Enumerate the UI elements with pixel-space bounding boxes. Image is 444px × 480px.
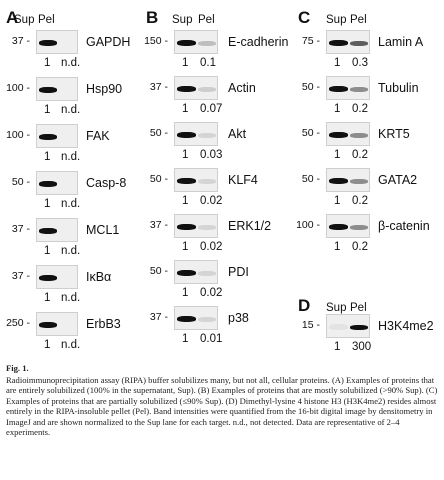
blot-image xyxy=(326,76,370,100)
quant-pel: n.d. xyxy=(61,292,81,304)
quant-pel: n.d. xyxy=(61,245,81,257)
quant-pel: n.d. xyxy=(61,104,81,116)
band-sup xyxy=(177,178,196,184)
quant-sup: 1 xyxy=(182,149,189,161)
protein-label: GAPDH xyxy=(86,35,131,49)
protein-label: H3K4me2 xyxy=(378,319,434,333)
quant-sup: 1 xyxy=(334,57,341,69)
quant-sup: 1 xyxy=(334,241,341,253)
blot-image xyxy=(36,171,78,195)
lane-header-sup: Sup xyxy=(172,14,193,26)
lane-header-pel: Pel xyxy=(350,14,367,26)
protein-label: Tubulin xyxy=(378,81,419,95)
band-sup xyxy=(39,322,57,328)
band-sup xyxy=(329,324,348,330)
band-pel xyxy=(198,317,216,322)
band-pel xyxy=(350,325,368,330)
protein-label: ERK1/2 xyxy=(228,219,272,233)
lane-header-pel: Pel xyxy=(198,14,215,26)
figure-caption xyxy=(6,363,438,438)
blot-image xyxy=(174,122,218,146)
blot-image xyxy=(174,30,218,54)
protein-label: Akt xyxy=(228,127,247,141)
quant-pel: 0.02 xyxy=(200,287,223,299)
blot-image xyxy=(36,218,78,242)
mw-marker: 37 - xyxy=(11,223,30,235)
band-sup xyxy=(177,316,196,322)
quant-pel: 0.02 xyxy=(200,241,223,253)
band-sup xyxy=(329,86,348,92)
quant-sup: 1 xyxy=(182,287,189,299)
mw-marker: 100 - xyxy=(6,129,30,141)
protein-label: p38 xyxy=(228,311,249,325)
mw-marker: 50 - xyxy=(149,127,168,139)
quant-pel: n.d. xyxy=(61,198,81,210)
band-sup xyxy=(177,40,196,46)
protein-label: FAK xyxy=(86,129,110,143)
mw-marker: 50 - xyxy=(301,173,320,185)
protein-label: PDI xyxy=(228,265,249,279)
quant-pel: 300 xyxy=(352,341,372,353)
blot-image xyxy=(36,312,78,336)
mw-marker: 250 - xyxy=(6,317,30,329)
quant-sup: 1 xyxy=(182,103,189,115)
mw-marker: 50 - xyxy=(301,81,320,93)
panel-letter: A xyxy=(6,8,19,27)
protein-label: Hsp90 xyxy=(86,82,123,96)
mw-marker: 100 - xyxy=(296,219,320,231)
quant-pel: 0.03 xyxy=(200,149,223,161)
band-pel xyxy=(350,41,368,46)
quant-sup: 1 xyxy=(334,103,341,115)
band-sup xyxy=(39,275,57,281)
mw-marker: 50 - xyxy=(11,176,30,188)
protein-label: ErbB3 xyxy=(86,317,121,331)
blot-image xyxy=(326,122,370,146)
quant-pel: 0.1 xyxy=(200,57,216,69)
protein-label: β-catenin xyxy=(378,219,430,233)
band-sup xyxy=(177,270,196,276)
quant-sup: 1 xyxy=(334,195,341,207)
quant-pel: n.d. xyxy=(61,151,81,163)
lane-header-sup: Sup xyxy=(326,14,347,26)
band-pel xyxy=(350,87,368,92)
quant-pel: 0.01 xyxy=(200,333,223,345)
mw-marker: 50 - xyxy=(301,127,320,139)
band-sup xyxy=(177,86,196,92)
blot-image xyxy=(36,30,78,54)
band-pel xyxy=(198,225,216,230)
blot-image xyxy=(174,306,218,330)
blot-image xyxy=(174,214,218,238)
protein-label: MCL1 xyxy=(86,223,120,237)
band-sup xyxy=(329,178,348,184)
mw-marker: 150 - xyxy=(144,35,168,47)
mw-marker: 37 - xyxy=(149,219,168,231)
mw-marker: 50 - xyxy=(149,173,168,185)
quant-pel: 0.2 xyxy=(352,241,368,253)
quant-sup: 1 xyxy=(182,241,189,253)
quant-sup: 1 xyxy=(44,104,51,116)
mw-marker: 50 - xyxy=(149,265,168,277)
caption-title: Fig. 1. xyxy=(6,363,29,373)
panel-letter: C xyxy=(298,8,311,27)
caption-text: Radioimmunoprecipitation assay (RIPA) buffer solubilizes many, but not all, cellular proteins. (A) Examples of proteins that are entirely solubilized (100% in the supernatant, Sup). (B) Examples of proteins that are mostly solubilized (>90% Sup). (C) Examples of proteins that are partially solubilized (≤90% Sup). (D) Dimethyl-lysine 4 histone H3 (H3K4me2) resides almost entirely in the RIPA-insoluble pellet (Pel). Band intensities were quantified from the 16-bit digital image by densitometry in ImageJ and are shown normalized to the Sup lane for each target. n.d., not detected. Data are representative of 2–4 experiments. xyxy=(6,374,438,437)
blot-image xyxy=(174,168,218,192)
band-sup xyxy=(329,132,348,138)
band-sup xyxy=(329,40,348,46)
band-sup xyxy=(39,40,57,46)
quant-sup: 1 xyxy=(44,198,51,210)
band-pel xyxy=(350,225,368,230)
lane-header-pel: Pel xyxy=(350,302,367,314)
quant-sup: 1 xyxy=(44,339,51,351)
quant-sup: 1 xyxy=(182,57,189,69)
quant-sup: 1 xyxy=(44,245,51,257)
mw-marker: 37 - xyxy=(11,270,30,282)
panel-letter: D xyxy=(298,296,311,315)
protein-label: KLF4 xyxy=(228,173,258,187)
blot-image xyxy=(326,214,370,238)
blot-image xyxy=(36,77,78,101)
lane-header-pel: Pel xyxy=(38,14,55,26)
band-sup xyxy=(39,228,57,234)
band-pel xyxy=(350,133,368,138)
quant-sup: 1 xyxy=(182,333,189,345)
protein-label: KRT5 xyxy=(378,127,410,141)
quant-sup: 1 xyxy=(44,151,51,163)
band-sup xyxy=(177,132,196,138)
band-pel xyxy=(198,41,216,46)
blot-image xyxy=(174,260,218,284)
quant-pel: 0.02 xyxy=(200,195,223,207)
quant-sup: 1 xyxy=(182,195,189,207)
band-pel xyxy=(350,179,368,184)
quant-pel: n.d. xyxy=(61,339,81,351)
band-pel xyxy=(198,271,216,276)
band-pel xyxy=(198,133,216,138)
blot-image xyxy=(326,314,370,338)
quant-pel: n.d. xyxy=(61,57,81,69)
protein-label: IκBα xyxy=(86,270,112,284)
mw-marker: 15 - xyxy=(301,319,320,331)
lane-header-sup: Sup xyxy=(326,302,347,314)
band-sup xyxy=(39,134,57,140)
lane-header-sup: Sup xyxy=(14,14,35,26)
band-pel xyxy=(198,87,216,92)
band-sup xyxy=(329,224,348,230)
protein-label: Casp-8 xyxy=(86,176,127,190)
blot-image xyxy=(326,30,370,54)
quant-sup: 1 xyxy=(44,292,51,304)
blot-image xyxy=(36,124,78,148)
quant-pel: 0.3 xyxy=(352,57,368,69)
mw-marker: 37 - xyxy=(149,81,168,93)
band-sup xyxy=(39,87,57,93)
quant-pel: 0.2 xyxy=(352,149,368,161)
protein-label: Actin xyxy=(228,81,256,95)
mw-marker: 75 - xyxy=(301,35,320,47)
protein-label: E-cadherin xyxy=(228,35,289,49)
mw-marker: 37 - xyxy=(149,311,168,323)
quant-sup: 1 xyxy=(334,341,341,353)
band-sup xyxy=(177,224,196,230)
quant-pel: 0.2 xyxy=(352,195,368,207)
protein-label: GATA2 xyxy=(378,173,418,187)
blot-image xyxy=(326,168,370,192)
blot-image xyxy=(174,76,218,100)
blot-image xyxy=(36,265,78,289)
quant-sup: 1 xyxy=(334,149,341,161)
band-sup xyxy=(39,181,57,187)
mw-marker: 37 - xyxy=(11,35,30,47)
panel-letter: B xyxy=(146,8,159,27)
mw-marker: 100 - xyxy=(6,82,30,94)
quant-pel: 0.07 xyxy=(200,103,223,115)
quant-sup: 1 xyxy=(44,57,51,69)
band-pel xyxy=(198,179,216,184)
quant-pel: 0.2 xyxy=(352,103,368,115)
protein-label: Lamin A xyxy=(378,35,424,49)
